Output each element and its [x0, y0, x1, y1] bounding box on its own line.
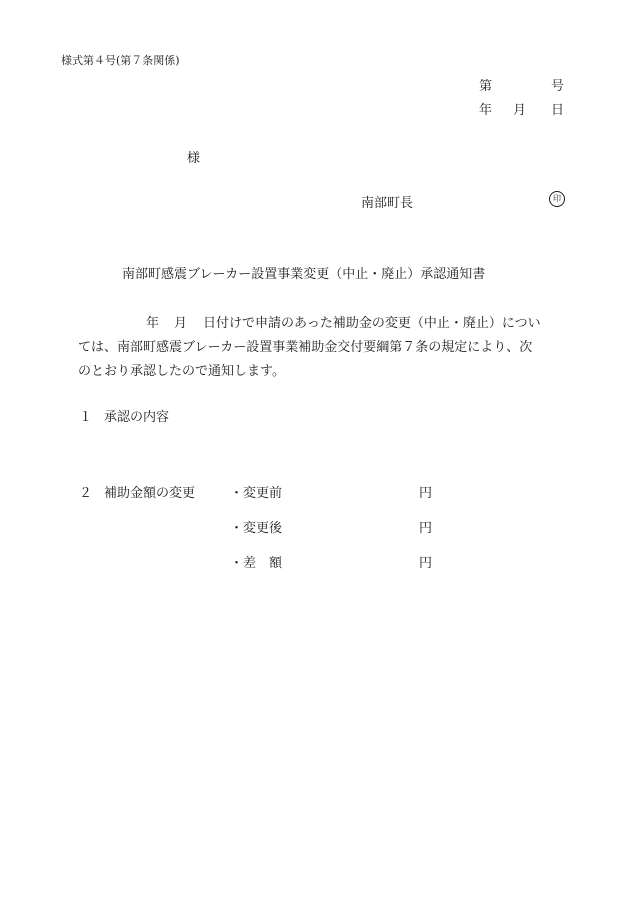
section-2-number: ２: [79, 486, 93, 501]
section-1-number: １: [79, 410, 93, 425]
amount-before-unit: 円: [419, 486, 433, 501]
section-2-label: 補助金額の変更: [104, 486, 196, 501]
body-year-label: 年: [146, 316, 160, 331]
form-id: 様式第４号(第７条関係): [61, 54, 180, 67]
document-title: 南部町感震ブレーカー設置事業変更（中止・廃止）承認通知書: [122, 267, 486, 282]
amount-difference-label: ・差 額: [230, 556, 283, 571]
amount-difference-unit: 円: [419, 556, 433, 571]
body-text-line-1: 日付けで申請のあった補助金の変更（中止・廃止）につい: [203, 316, 541, 331]
number-suffix: 号: [551, 79, 565, 94]
body-text-line-2: ては、南部町感震ブレーカー設置事業補助金交付要綱第７条の規定により、次: [78, 340, 533, 355]
amount-before-label: ・変更前: [230, 486, 283, 501]
body-month-label: 月: [174, 316, 188, 331]
addressee-honorific: 様: [187, 151, 201, 166]
amount-after-label: ・変更後: [230, 521, 283, 536]
date-year-label: 年: [479, 103, 493, 118]
amount-after-unit: 円: [419, 521, 433, 536]
section-1-label: 承認の内容: [104, 410, 170, 425]
date-month-label: 月: [513, 103, 527, 118]
seal-icon: 印: [549, 191, 565, 207]
issuer-title: 南部町長: [361, 196, 414, 211]
number-prefix: 第: [479, 79, 493, 94]
date-day-label: 日: [551, 103, 565, 118]
body-text-line-3: のとおり承認したので通知します。: [78, 364, 285, 379]
